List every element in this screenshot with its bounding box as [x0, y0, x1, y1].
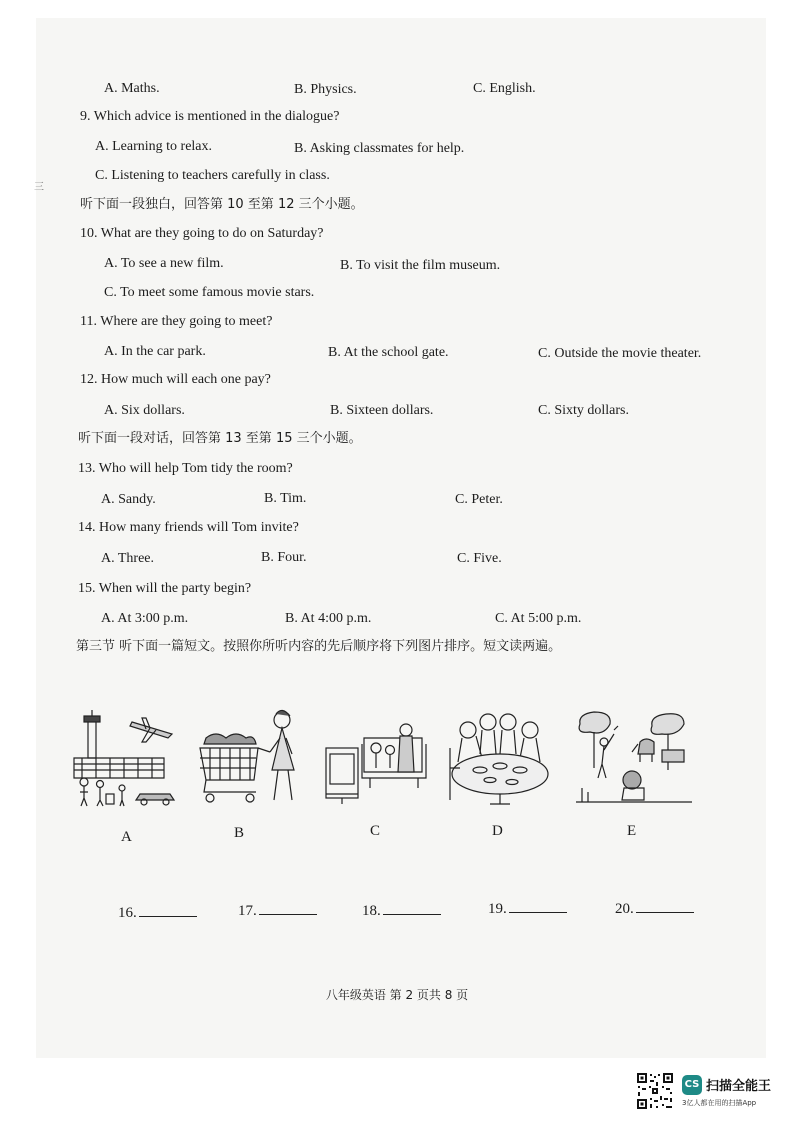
q13-option-a: A. Sandy.	[101, 492, 156, 507]
q8-option-b: B. Physics.	[294, 82, 357, 97]
zoo-animals-illustration	[574, 708, 694, 808]
picture-e-label: E	[627, 823, 637, 839]
q15-option-a: A. At 3:00 p.m.	[101, 611, 189, 626]
q9-question: 9. Which advice is mentioned in the dialogue?	[80, 109, 340, 124]
q8-option-c: C. English.	[473, 81, 536, 96]
answer-blank-17[interactable]	[238, 900, 317, 920]
q9-option-a: A. Learning to relax.	[95, 139, 213, 154]
q14-option-c: C. Five.	[457, 551, 502, 566]
answer-blank-18[interactable]	[362, 900, 441, 920]
blank-number: 18.	[362, 903, 381, 919]
picture-a-label: A	[121, 829, 132, 845]
q10-option-c: C. To meet some famous movie stars.	[104, 285, 315, 300]
blank-line	[636, 898, 694, 913]
margin-mark: 三	[34, 182, 44, 193]
q10-question: 10. What are they going to do on Saturday?	[80, 226, 324, 241]
cs-logo-icon: CS	[682, 1075, 702, 1095]
scanner-app-name: 扫描全能王	[706, 1079, 772, 1094]
q9-option-b: B. Asking classmates for help.	[294, 141, 465, 156]
picture-b-label: B	[234, 825, 245, 841]
q8-option-a: A. Maths.	[104, 81, 160, 96]
blank-number: 16.	[118, 905, 137, 921]
blank-number: 19.	[488, 901, 507, 917]
page-footer: 八年级英语 第 2 页共 8 页	[325, 988, 469, 1002]
q13-option-b: B. Tim.	[264, 491, 307, 506]
q15-option-c: C. At 5:00 p.m.	[495, 611, 582, 626]
blank-line	[509, 898, 567, 913]
q12-option-b: B. Sixteen dollars.	[330, 403, 434, 418]
q15-option-b: B. At 4:00 p.m.	[285, 611, 372, 626]
blank-line	[383, 900, 441, 915]
answer-blank-20[interactable]	[615, 898, 694, 918]
blank-number: 17.	[238, 903, 257, 919]
q12-option-a: A. Six dollars.	[104, 403, 185, 418]
q10-option-a: A. To see a new film.	[104, 256, 224, 271]
q9-option-c: C. Listening to teachers carefully in class.	[95, 168, 330, 183]
shopping-cart-girl-illustration	[196, 708, 306, 808]
q15-question: 15. When will the party begin?	[78, 581, 252, 596]
q12-question: 12. How much will each one pay?	[80, 372, 271, 387]
answer-blank-19[interactable]	[488, 898, 567, 918]
blank-line	[259, 900, 317, 915]
section-3-instruction: 第三节 听下面一篇短文。按照你所听内容的先后顺序将下列图片排序。短文读两遍。	[76, 639, 562, 654]
blank-number: 20.	[615, 901, 634, 917]
q11-option-b: B. At the school gate.	[328, 345, 449, 360]
q14-option-b: B. Four.	[261, 550, 307, 565]
family-watching-tv-illustration	[322, 708, 432, 808]
q13-question: 13. Who will help Tom tidy the room?	[78, 461, 293, 476]
scanner-watermark	[636, 1072, 786, 1112]
q13-option-c: C. Peter.	[455, 492, 503, 507]
q14-option-a: A. Three.	[101, 551, 154, 566]
instruction-10-12: 听下面一段独白，回答第 10 至第 12 三个小题。	[80, 197, 364, 212]
instruction-13-15: 听下面一段对话，回答第 13 至第 15 三个小题。	[78, 431, 362, 446]
scanner-tagline: 3亿人都在用的扫描App	[682, 1099, 757, 1107]
picture-c-label: C	[370, 823, 381, 839]
airport-family-illustration	[72, 708, 182, 808]
answer-blank-16[interactable]	[118, 902, 197, 922]
q11-option-a: A. In the car park.	[104, 344, 206, 359]
q10-option-b: B. To visit the film museum.	[340, 258, 501, 273]
picture-d-label: D	[492, 823, 503, 839]
qr-code-icon	[636, 1072, 674, 1110]
family-dinner-table-illustration	[446, 708, 556, 808]
q14-question: 14. How many friends will Tom invite?	[78, 520, 299, 535]
q11-option-c: C. Outside the movie theater.	[538, 346, 702, 361]
q12-option-c: C. Sixty dollars.	[538, 403, 630, 418]
q11-question: 11. Where are they going to meet?	[80, 314, 273, 329]
blank-line	[139, 902, 197, 917]
